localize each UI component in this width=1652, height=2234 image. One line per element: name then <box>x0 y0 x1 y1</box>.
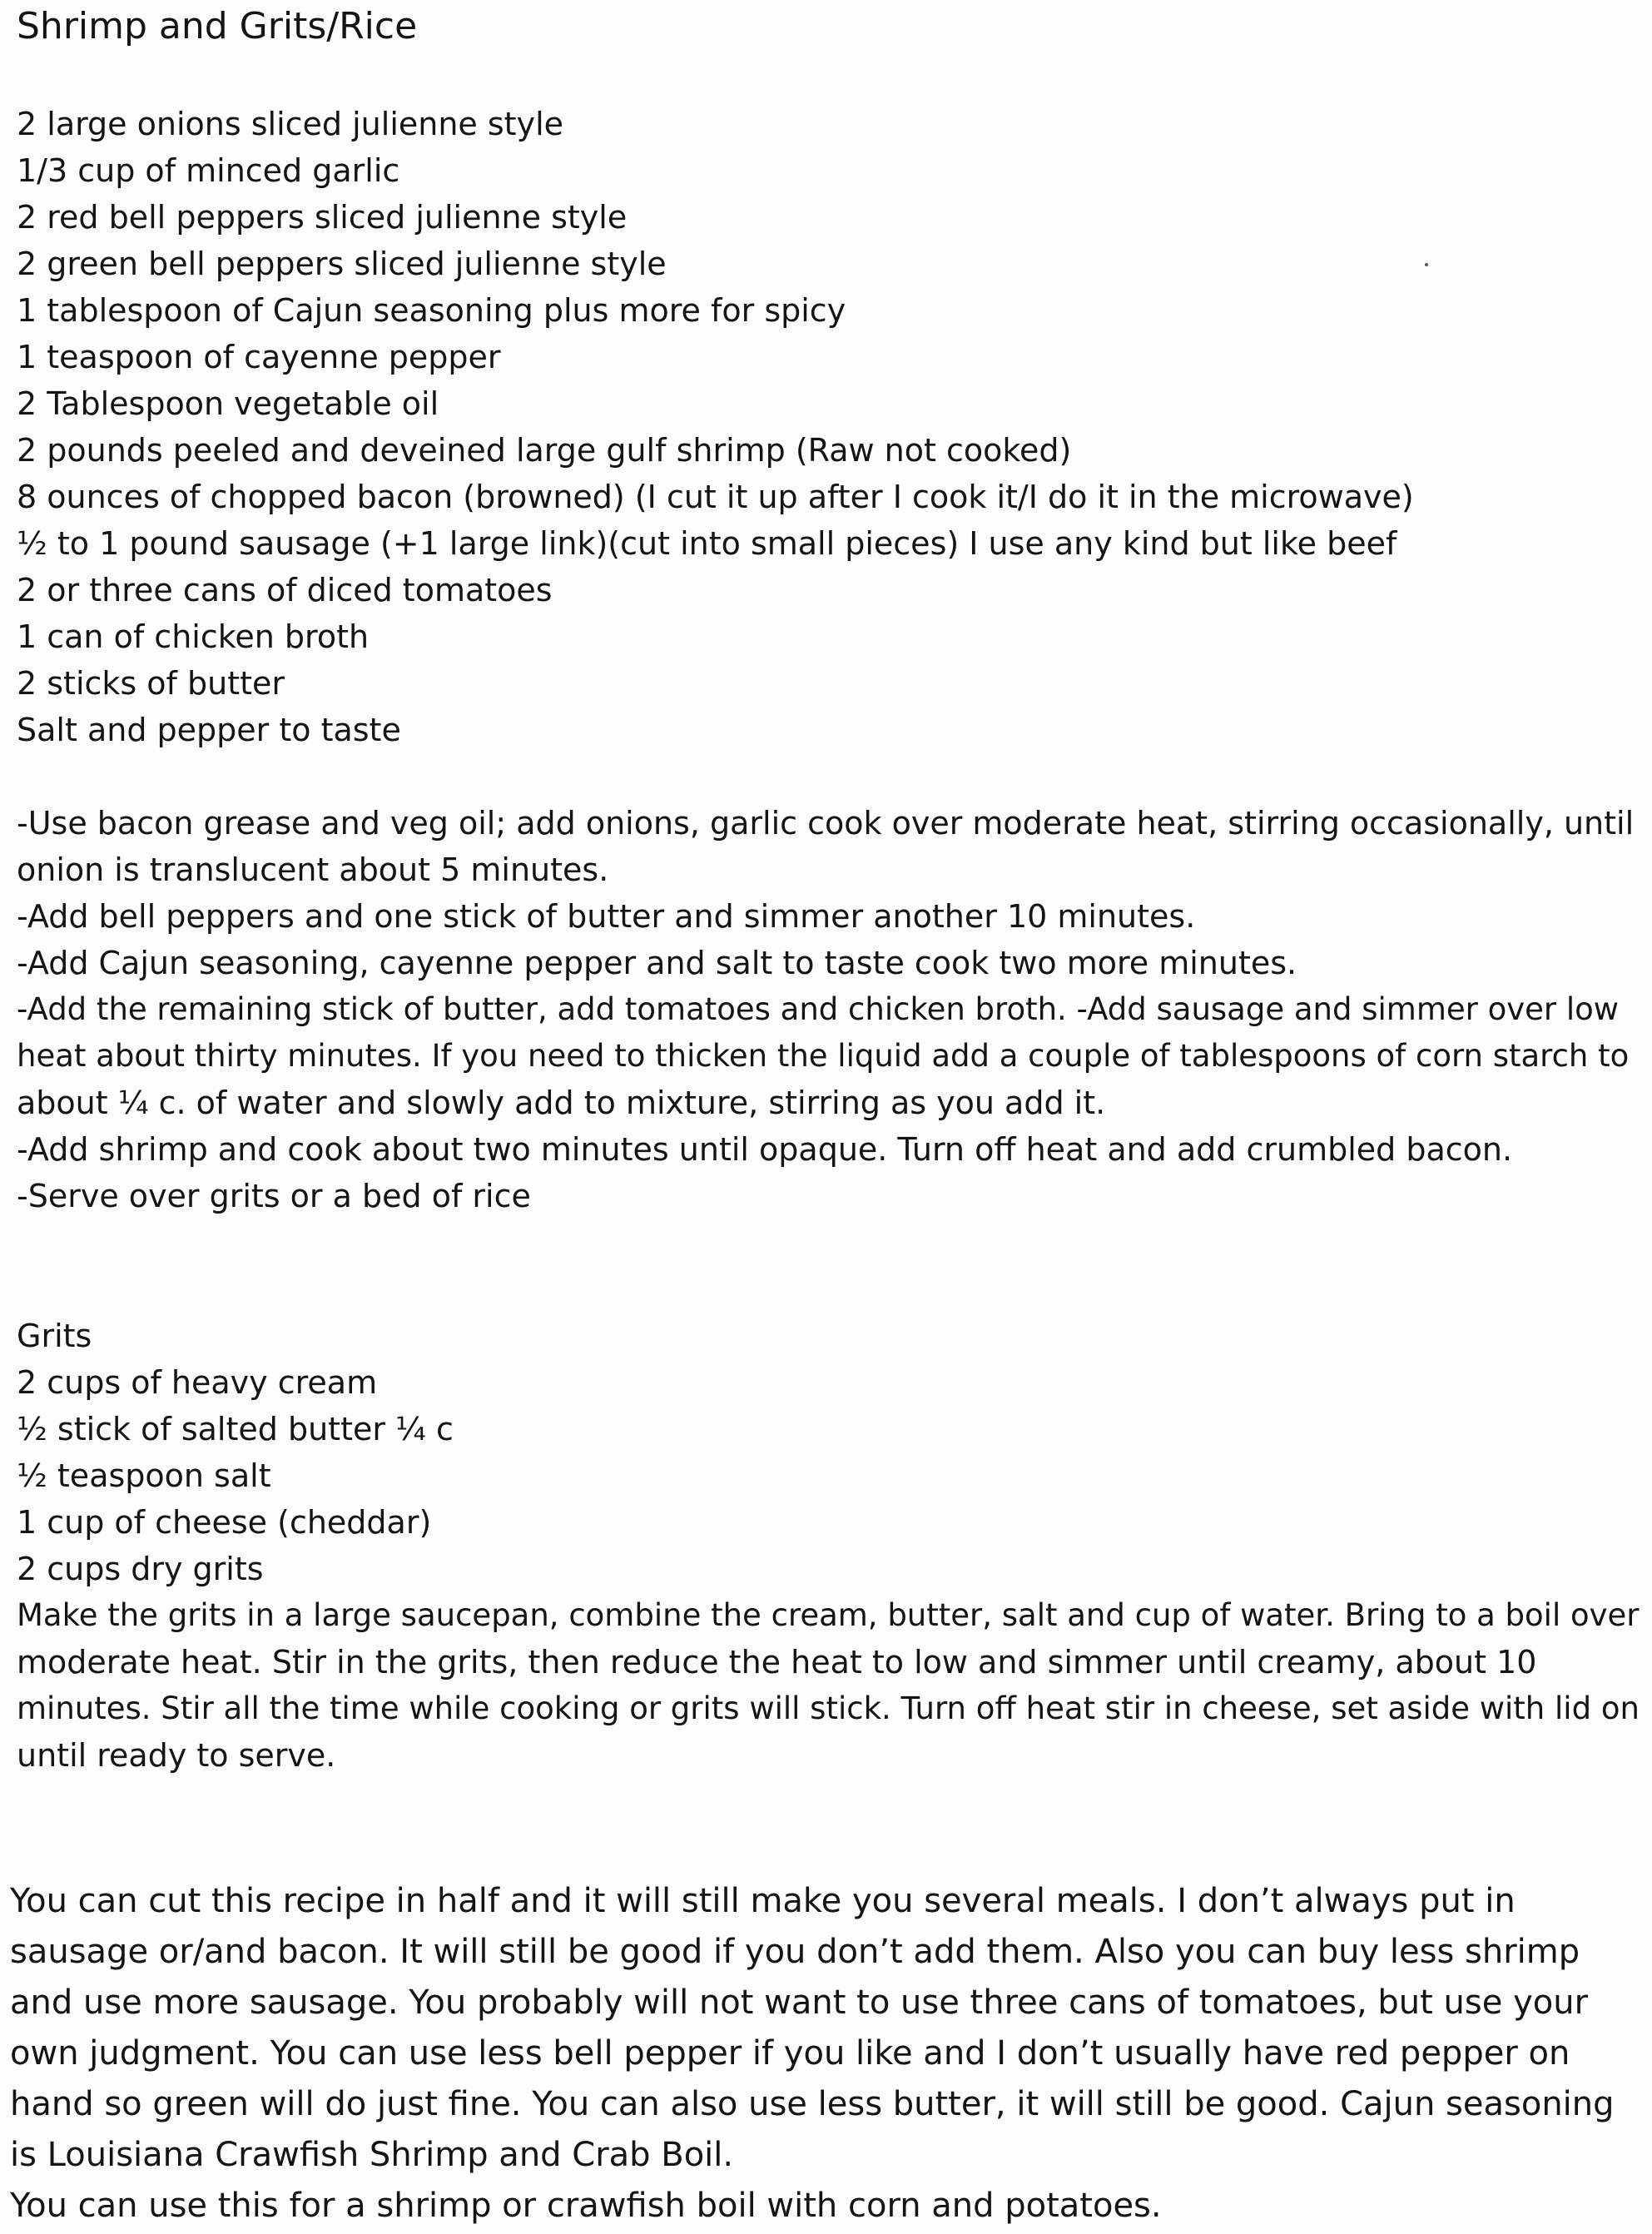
direction-line: -Add the remaining stick of butter, add tomatoes and chicken broth. -Add sausage and simmer over low <box>17 991 1620 1027</box>
ingredient-line: 8 ounces of chopped bacon (browned) (I cut it up after I cook it/I do it in the microwave) <box>17 479 1414 515</box>
ingredient-line: 1 teaspoon of cayenne pepper <box>17 339 501 375</box>
note-line: You can use this for a shrimp or crawfish boil with corn and potatoes. <box>10 2187 1162 2225</box>
ingredient-line: 2 or three cans of diced tomatoes <box>17 572 553 608</box>
note-line: own judgment. You can use less bell pepper if you like and I don’t usually have red pepper on <box>10 2034 1570 2073</box>
ingredient-line: 2 red bell peppers sliced julienne style <box>17 199 628 236</box>
grits-ingredient-line: ½ teaspoon salt <box>17 1457 271 1494</box>
grits-ingredient-line: ½ stick of salted butter ¼ c <box>17 1411 454 1447</box>
direction-line: -Add Cajun seasoning, cayenne pepper and salt to taste cook two more minutes. <box>17 945 1297 981</box>
direction-line: heat about thirty minutes. If you need to thicken the liquid add a couple of tablespoons of corn starch to <box>17 1038 1630 1074</box>
recipe-title: Shrimp and Grits/Rice <box>17 5 418 47</box>
grits-instruction-line: minutes. Stir all the time while cooking or grits will stick. Turn off heat stir in cheese, set aside with lid on <box>17 1690 1640 1726</box>
grits-ingredient-line: 2 cups of heavy cream <box>17 1364 378 1401</box>
ingredient-line: ½ to 1 pound sausage (+1 large link)(cut into small pieces) I use any kind but like beef <box>17 525 1397 562</box>
ingredient-line: 2 Tablespoon vegetable oil <box>17 385 439 422</box>
note-line: is Louisiana Crawfish Shrimp and Crab Boil. <box>10 2136 734 2174</box>
direction-line: about ¼ c. of water and slowly add to mixture, stirring as you add it. <box>17 1085 1106 1121</box>
direction-line: -Add shrimp and cook about two minutes until opaque. Turn off heat and add crumbled bacon. <box>17 1131 1513 1168</box>
ingredient-line: 1/3 cup of minced garlic <box>17 152 400 189</box>
direction-line: -Use bacon grease and veg oil; add onions, garlic cook over moderate heat, stirring occasionally, until <box>17 805 1635 841</box>
note-line: and use more sausage. You probably will not want to use three cans of tomatoes, but use your <box>10 1983 1589 2022</box>
ingredient-line: 2 pounds peeled and deveined large gulf shrimp (Raw not cooked) <box>17 432 1072 469</box>
recipe-notes <box>10 1876 1641 2232</box>
note-line: hand so green will do just fine. You can also use less butter, it will still be good. Cajun seasoning <box>10 2085 1615 2123</box>
ingredient-list <box>17 101 1640 753</box>
grits-heading: Grits <box>17 1318 92 1354</box>
direction-line: -Add bell peppers and one stick of butter and simmer another 10 minutes. <box>17 898 1196 935</box>
grits-ingredient-line: 1 cup of cheese (cheddar) <box>17 1504 432 1541</box>
direction-line: -Serve over grits or a bed of rice <box>17 1178 531 1214</box>
grits-instruction-line: until ready to serve. <box>17 1737 336 1774</box>
ingredient-line: 2 large onions sliced julienne style <box>17 106 564 142</box>
ingredient-line: 2 green bell peppers sliced julienne style <box>17 246 667 282</box>
grits-instruction-line: moderate heat. Stir in the grits, then reduce the heat to low and simmer until creamy, about 10 <box>17 1644 1537 1680</box>
ingredient-line: 2 sticks of butter <box>17 665 285 702</box>
scan-speck <box>1425 263 1428 266</box>
ingredient-line: 1 can of chicken broth <box>17 618 370 655</box>
ingredient-line: 1 tablespoon of Cajun seasoning plus more for spicy <box>17 292 846 329</box>
ingredient-line: Salt and pepper to taste <box>17 712 401 748</box>
note-line: sausage or/and bacon. It will still be good if you don’t add them. Also you can buy less shrimp <box>10 1933 1580 1971</box>
grits-ingredient-line: 2 cups dry grits <box>17 1551 264 1587</box>
directions <box>17 800 1640 1219</box>
grits-section <box>17 1313 1640 1779</box>
grits-instruction-line: Make the grits in a large saucepan, combine the cream, butter, salt and cup of water. Bring to a boil over <box>17 1597 1640 1633</box>
note-line: You can cut this recipe in half and it will still make you several meals. I don’t always put in <box>10 1882 1516 1920</box>
direction-line: onion is translucent about 5 minutes. <box>17 851 609 888</box>
